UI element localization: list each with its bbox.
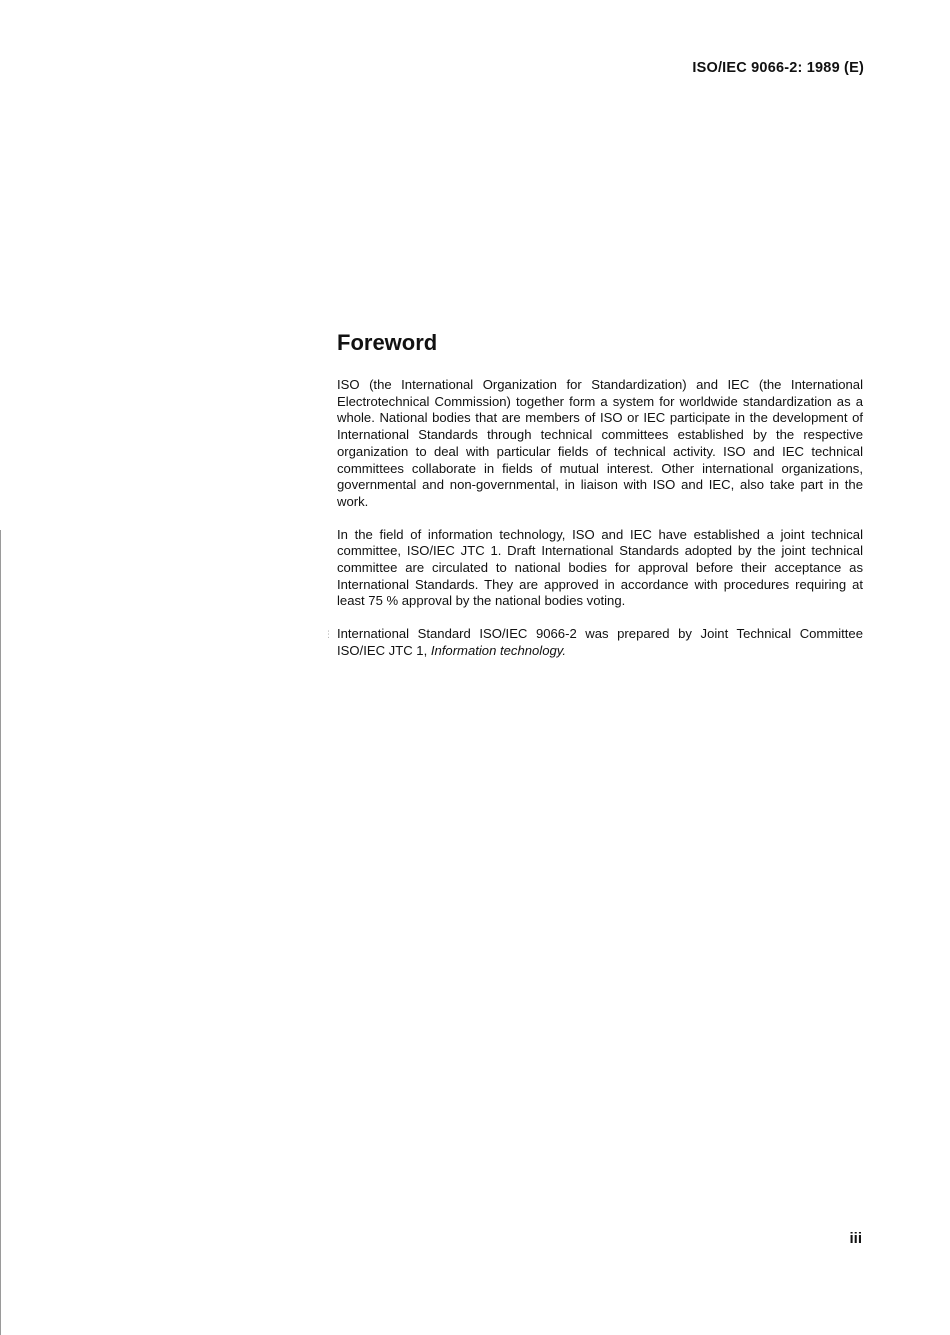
scan-edge-line xyxy=(0,530,1,1335)
foreword-paragraph-3 xyxy=(324,626,863,659)
foreword-paragraph-2: In the field of information technology, ISO and IEC have established a joint technical committee, ISO/IEC JTC 1. Draft International Standards adopted by the joint technical committee are circulated to national bodies for approval before their acceptance as International Standards. They are approved in accordance with procedures requiring at least 75 % approval by the national bodies voting. xyxy=(337,526,863,609)
page-number: iii xyxy=(849,1230,862,1247)
foreword-paragraph-1: ISO (the International Organization for Standardization) and IEC (the International Electrotechnical Commission) together form a system for worldwide standardization as a whole. National bodies that are members of ISO or IEC participate in the development of International Standards through technical committees established by the respective organization to deal with particular fields of technical activity. ISO and IEC technical committees collaborate in fields of mutual interest. Other international organizations, governmental and non-governmental, in liaison with ISO and IEC, also take part in the work. xyxy=(337,377,863,509)
document-id-header: ISO/IEC 9066-2: 1989 (E) xyxy=(692,60,864,76)
page-title: Foreword xyxy=(337,330,438,355)
scan-mark-icon: ⋮ xyxy=(324,629,333,640)
foreword-section xyxy=(324,328,863,676)
foreword-paragraph-3-text: International Standard ISO/IEC 9066-2 was prepared by Joint Technical Committee ISO/IEC JTC 1, xyxy=(337,626,863,658)
committee-name-italic: Information technology. xyxy=(430,642,566,658)
